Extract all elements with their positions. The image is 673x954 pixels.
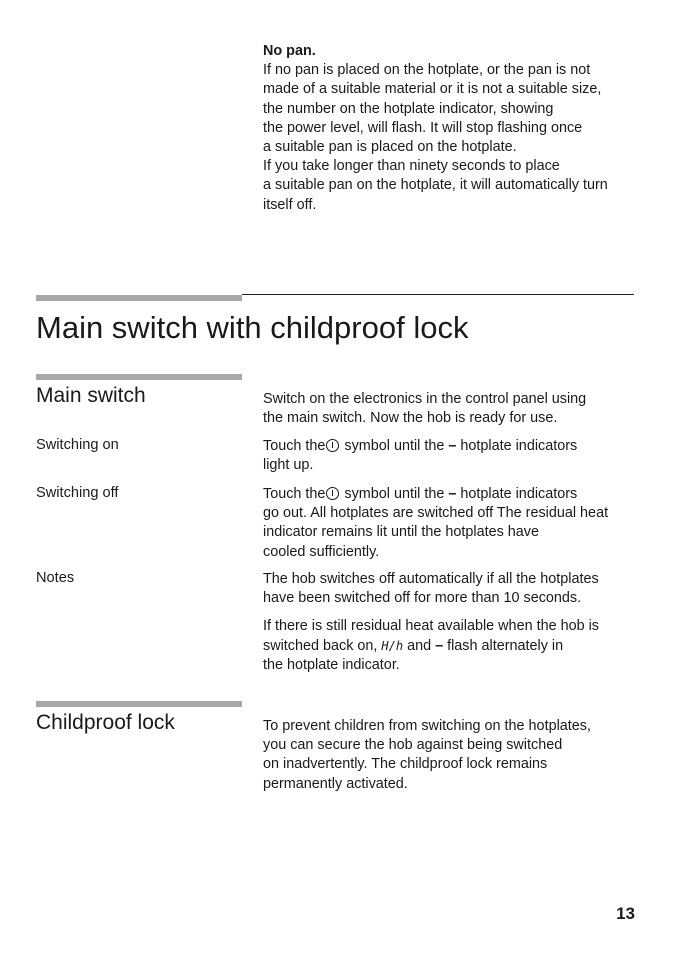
childproof-lock-line: you can secure the hob against being switched — [263, 737, 563, 754]
childproof-lock-bar — [36, 701, 242, 707]
notes-label: Notes — [36, 570, 75, 586]
section-divider-bar — [36, 295, 242, 301]
switching-on-text-part: hotplate indicators — [456, 438, 578, 454]
switching-on-label: Switching on — [36, 437, 119, 453]
switching-off-label: Switching off — [36, 485, 119, 501]
no-pan-heading: No pan. — [263, 43, 316, 59]
no-pan-text: itself off. — [263, 196, 317, 213]
no-pan-text: made of a suitable material or it is not a suitable size, — [263, 81, 602, 98]
no-pan-text: the power level, will flash. It will stop flashing once — [263, 119, 583, 136]
section-title: Main switch with childproof lock — [36, 310, 469, 345]
notes-text-line: switched back on, — [263, 637, 382, 654]
no-pan-text: If no pan is placed on the hotplate, or the pan is not — [263, 62, 591, 79]
notes-text-line: and — [403, 637, 436, 654]
main-switch-intro — [263, 390, 586, 428]
switching-off-text-part: go out. All hotplates are switched off The residual heat — [263, 505, 609, 522]
childproof-lock-line: on inadvertently. The childproof lock remains — [263, 756, 548, 773]
switching-off-text-part: symbol until the — [340, 486, 449, 502]
power-symbol-icon — [326, 487, 339, 500]
dash-symbol: – — [435, 637, 444, 654]
notes-text-line: flash alternately in — [443, 637, 564, 654]
no-pan-text: a suitable pan on the hotplate, it will automatically turn — [263, 177, 608, 194]
main-switch-bar — [36, 374, 242, 380]
no-pan-block — [263, 42, 643, 215]
switching-off-text-part: hotplate indicators — [456, 486, 578, 502]
childproof-lock-heading: Childproof lock — [36, 711, 175, 734]
main-switch-intro-line: the main switch. Now the hob is ready for use. — [263, 410, 558, 427]
switching-off-text-part: Touch the — [263, 486, 326, 502]
notes-text — [263, 570, 599, 675]
notes-text-line: The hob switches off automatically if all the hotplates — [263, 571, 599, 587]
power-symbol-icon — [326, 439, 339, 452]
notes-text-line: If there is still residual heat available when the hob is — [263, 618, 599, 635]
childproof-lock-line: permanently activated. — [263, 775, 408, 792]
dash-symbol: – — [448, 438, 457, 454]
main-switch-heading: Main switch — [36, 384, 146, 407]
page-number: 13 — [616, 904, 635, 923]
notes-text-line: the hotplate indicator. — [263, 656, 400, 673]
switching-off-text — [263, 485, 608, 562]
childproof-lock-text — [263, 717, 591, 794]
dash-symbol: – — [448, 486, 457, 502]
main-switch-intro-line: Switch on the electronics in the control panel using — [263, 391, 587, 407]
switching-on-text-part: symbol until the — [340, 438, 449, 454]
notes-text-line: have been switched off for more than 10 seconds. — [263, 590, 582, 607]
childproof-lock-line: To prevent children from switching on the hotplates, — [263, 718, 591, 734]
residual-heat-symbol: H/h — [381, 638, 404, 653]
no-pan-text: a suitable pan is placed on the hotplate. — [263, 139, 517, 156]
switching-on-text — [263, 437, 577, 475]
switching-on-text-part: Touch the — [263, 438, 326, 454]
no-pan-text: the number on the hotplate indicator, showing — [263, 100, 554, 117]
no-pan-text: If you take longer than ninety seconds to place — [263, 158, 560, 175]
switching-on-text-part: light up. — [263, 457, 314, 474]
switching-off-text-part: indicator remains lit until the hotplates have — [263, 524, 539, 541]
switching-off-text-part: cooled sufficiently. — [263, 543, 380, 560]
section-divider-rule — [242, 294, 634, 295]
